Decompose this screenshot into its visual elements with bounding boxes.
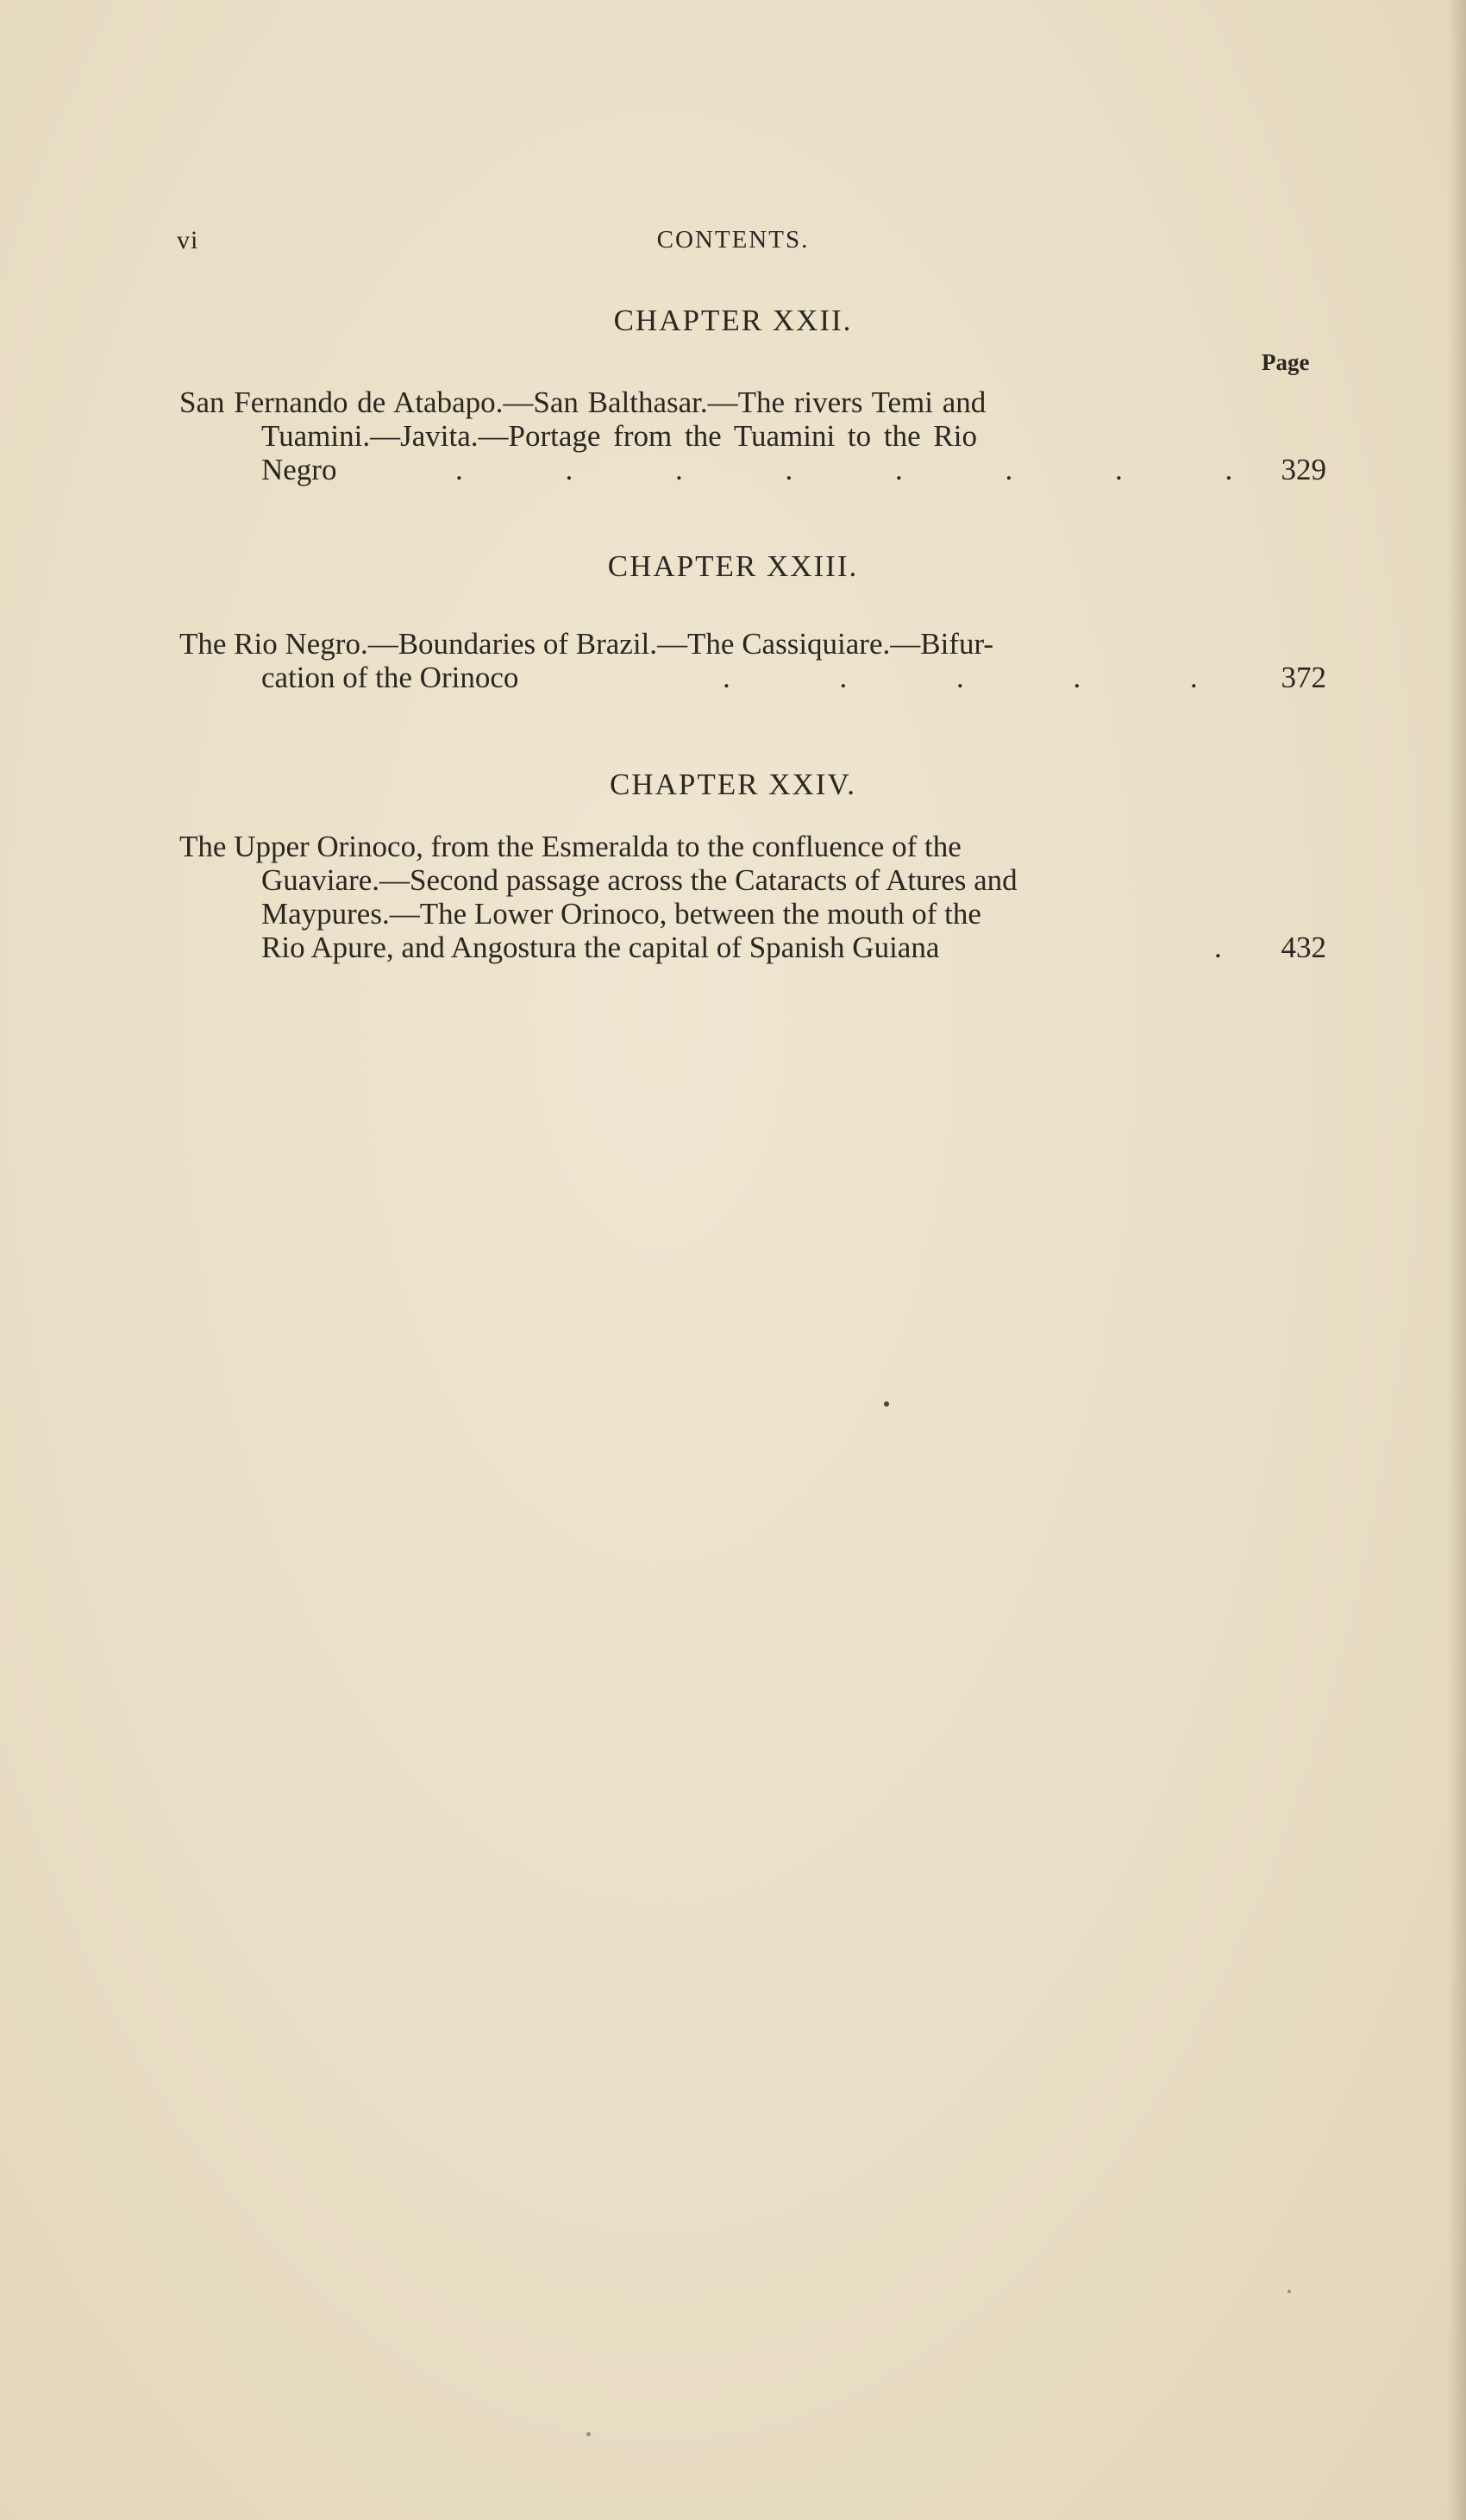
entry-line: Maypures.—The Lower Orinoco, between the mouth of the: [261, 897, 981, 931]
page-number: 329: [1281, 453, 1326, 486]
toc-entry: [179, 627, 1326, 694]
entry-last-line: [179, 661, 1326, 694]
page-column-label: Page: [1262, 349, 1310, 375]
page-number: 372: [1281, 661, 1326, 694]
dot-leaders: .: [1214, 931, 1222, 964]
chapter-heading: CHAPTER XXIII.: [607, 549, 859, 583]
dot-leaders: . . . . .: [723, 661, 1198, 694]
entry-line-text: Negro: [261, 453, 337, 486]
chapter-heading: CHAPTER XXIV.: [610, 768, 856, 801]
entry-last-line: [179, 931, 1326, 964]
entry-line: Guaviare.—Second passage across the Cataracts of Atures and: [261, 863, 1018, 897]
entry-line: San Fernando de Atabapo.—San Balthasar.—The rivers Temi and: [179, 386, 987, 419]
toc-entry: [179, 386, 1326, 486]
ink-speck: [1287, 2290, 1291, 2293]
ink-speck: [586, 2432, 591, 2436]
chapter-heading: CHAPTER XXII.: [613, 304, 853, 337]
entry-line: Tuamini.—Javita.—Portage from the Tuamini to the Rio: [261, 419, 977, 453]
toc-entry: [179, 830, 1326, 964]
ink-speck: [884, 1401, 889, 1407]
running-head: [0, 226, 1466, 260]
page-edge-shadow: [1447, 0, 1466, 2520]
running-title: CONTENTS.: [656, 226, 810, 254]
entry-line-text: Rio Apure, and Angostura the capital of Spanish Guiana: [261, 931, 940, 964]
page-number: 432: [1281, 931, 1326, 964]
dot-leaders: . . . . . . . .: [455, 453, 1233, 486]
entry-line-text: cation of the Orinoco: [261, 661, 519, 694]
page-folio: vi: [177, 226, 199, 254]
entry-line: The Upper Orinoco, from the Esmeralda to the confluence of the: [179, 830, 962, 863]
entry-line: The Rio Negro.—Boundaries of Brazil.—The Cassiquiare.—Bifur-: [179, 627, 994, 661]
entry-last-line: [179, 453, 1326, 486]
